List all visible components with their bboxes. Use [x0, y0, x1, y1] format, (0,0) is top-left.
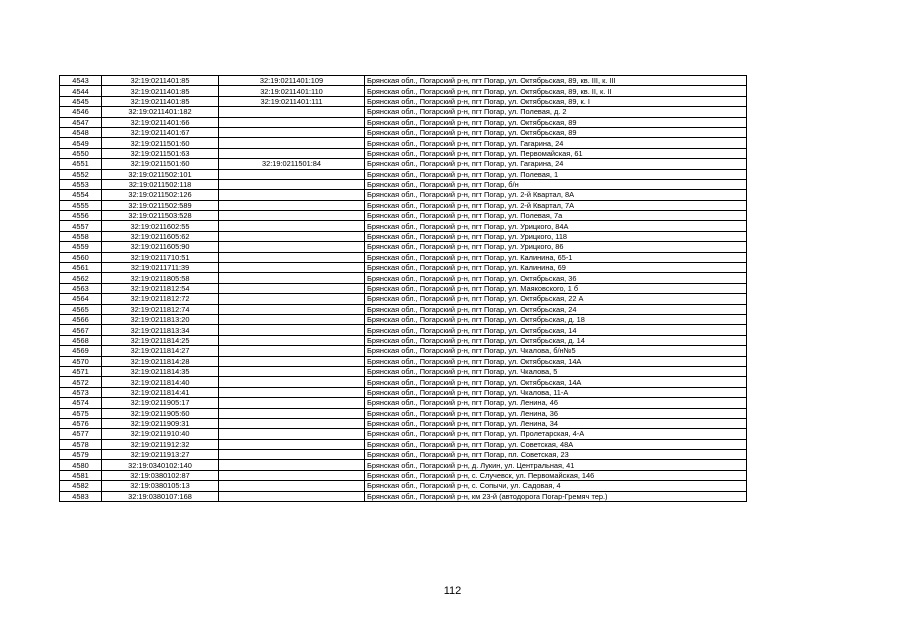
- table-row: [60, 481, 747, 491]
- cadastral-number-cell: 32:19:0211912:32: [102, 439, 219, 449]
- row-number-cell: 4555: [60, 200, 102, 210]
- sub-cadastral-number-cell: [219, 304, 365, 314]
- address-cell: Брянская обл., Погарский р-н, пгт Погар, пл. Советская, 23: [365, 450, 747, 460]
- row-number-cell: 4545: [60, 96, 102, 106]
- address-cell: Брянская обл., Погарский р-н, пгт Погар, ул. Чкалова, 5: [365, 366, 747, 376]
- cadastral-number-cell: 32:19:0211401:66: [102, 117, 219, 127]
- table-body: [60, 76, 747, 502]
- row-number-cell: 4574: [60, 398, 102, 408]
- sub-cadastral-number-cell: [219, 107, 365, 117]
- sub-cadastral-number-cell: [219, 460, 365, 470]
- row-number-cell: 4575: [60, 408, 102, 418]
- row-number-cell: 4570: [60, 356, 102, 366]
- sub-cadastral-number-cell: 32:19:0211401:111: [219, 96, 365, 106]
- address-cell: Брянская обл., Погарский р-н, пгт Погар, ул. Октябрьская, 89, к. I: [365, 96, 747, 106]
- row-number-cell: 4569: [60, 346, 102, 356]
- sub-cadastral-number-cell: [219, 273, 365, 283]
- row-number-cell: 4566: [60, 314, 102, 324]
- address-cell: Брянская обл., Погарский р-н, пгт Погар, ул. Октябрьская, 89: [365, 127, 747, 137]
- row-number-cell: 4573: [60, 387, 102, 397]
- row-number-cell: 4578: [60, 439, 102, 449]
- row-number-cell: 4568: [60, 335, 102, 345]
- cadastral-number-cell: 32:19:0211910:40: [102, 429, 219, 439]
- sub-cadastral-number-cell: [219, 169, 365, 179]
- table-row: [60, 138, 747, 148]
- table-row: [60, 398, 747, 408]
- table-row: [60, 159, 747, 169]
- cadastral-number-cell: 32:19:0211814:25: [102, 335, 219, 345]
- table-row: [60, 439, 747, 449]
- table-row: [60, 294, 747, 304]
- sub-cadastral-number-cell: [219, 481, 365, 491]
- sub-cadastral-number-cell: [219, 387, 365, 397]
- cadastral-number-cell: 32:19:0211812:72: [102, 294, 219, 304]
- table-row: [60, 263, 747, 273]
- cadastral-number-cell: 32:19:0211814:27: [102, 346, 219, 356]
- cadastral-number-cell: 32:19:0211814:40: [102, 377, 219, 387]
- sub-cadastral-number-cell: [219, 179, 365, 189]
- cadastral-number-cell: 32:19:0211805:58: [102, 273, 219, 283]
- table-row: [60, 325, 747, 335]
- table-row: [60, 314, 747, 324]
- table-row: [60, 470, 747, 480]
- cadastral-number-cell: 32:19:0211812:74: [102, 304, 219, 314]
- address-cell: Брянская обл., Погарский р-н, пгт Погар, ул. Чкалова, 11-А: [365, 387, 747, 397]
- table-row: [60, 408, 747, 418]
- table-row: [60, 387, 747, 397]
- row-number-cell: 4560: [60, 252, 102, 262]
- address-cell: Брянская обл., Погарский р-н, пгт Погар, ул. Маяковского, 1 б: [365, 283, 747, 293]
- cadastral-number-cell: 32:19:0211913:27: [102, 450, 219, 460]
- address-cell: Брянская обл., Погарский р-н, пгт Погар, ул. 2-й Квартал, 8А: [365, 190, 747, 200]
- table-row: [60, 450, 747, 460]
- cadastral-number-cell: 32:19:0211503:528: [102, 211, 219, 221]
- cadastral-number-cell: 32:19:0211905:17: [102, 398, 219, 408]
- sub-cadastral-number-cell: [219, 252, 365, 262]
- row-number-cell: 4571: [60, 366, 102, 376]
- cadastral-number-cell: 32:19:0211401:85: [102, 76, 219, 86]
- row-number-cell: 4583: [60, 491, 102, 501]
- address-cell: Брянская обл., Погарский р-н, пгт Погар, ул. Октябрьская, 24: [365, 304, 747, 314]
- row-number-cell: 4572: [60, 377, 102, 387]
- sub-cadastral-number-cell: [219, 491, 365, 501]
- row-number-cell: 4567: [60, 325, 102, 335]
- cadastral-number-cell: 32:19:0211401:67: [102, 127, 219, 137]
- cadastral-number-cell: 32:19:0211813:34: [102, 325, 219, 335]
- table-row: [60, 221, 747, 231]
- cadastral-number-cell: 32:19:0211812:54: [102, 283, 219, 293]
- sub-cadastral-number-cell: [219, 242, 365, 252]
- cadastral-number-cell: 32:19:0380107:168: [102, 491, 219, 501]
- sub-cadastral-number-cell: [219, 335, 365, 345]
- row-number-cell: 4581: [60, 470, 102, 480]
- row-number-cell: 4558: [60, 231, 102, 241]
- row-number-cell: 4579: [60, 450, 102, 460]
- address-cell: Брянская обл., Погарский р-н, пгт Погар, ул. Октябрьская, 89: [365, 117, 747, 127]
- row-number-cell: 4552: [60, 169, 102, 179]
- table-row: [60, 252, 747, 262]
- table-row: [60, 429, 747, 439]
- table-row: [60, 283, 747, 293]
- sub-cadastral-number-cell: 32:19:0211401:110: [219, 86, 365, 96]
- cadastral-number-cell: 32:19:0340102:140: [102, 460, 219, 470]
- address-cell: Брянская обл., Погарский р-н, пгт Погар, ул. Советская, 48А: [365, 439, 747, 449]
- cadastral-number-cell: 32:19:0211602:55: [102, 221, 219, 231]
- address-cell: Брянская обл., Погарский р-н, пгт Погар, ул. Полевая, д. 2: [365, 107, 747, 117]
- sub-cadastral-number-cell: [219, 263, 365, 273]
- cadastral-number-cell: 32:19:0211501:60: [102, 138, 219, 148]
- sub-cadastral-number-cell: [219, 346, 365, 356]
- address-cell: Брянская обл., Погарский р-н, км 23-й (автодорога Погар-Гремяч тер.): [365, 491, 747, 501]
- sub-cadastral-number-cell: [219, 221, 365, 231]
- row-number-cell: 4559: [60, 242, 102, 252]
- table-row: [60, 86, 747, 96]
- address-cell: Брянская обл., Погарский р-н, пгт Погар, ул. Пролетарская, 4-А: [365, 429, 747, 439]
- address-cell: Брянская обл., Погарский р-н, д. Лукин, ул. Центральная, 41: [365, 460, 747, 470]
- sub-cadastral-number-cell: [219, 356, 365, 366]
- row-number-cell: 4553: [60, 179, 102, 189]
- cadastral-number-cell: 32:19:0211501:63: [102, 148, 219, 158]
- cadastral-number-cell: 32:19:0211814:41: [102, 387, 219, 397]
- address-cell: Брянская обл., Погарский р-н, пгт Погар, б/н: [365, 179, 747, 189]
- table-row: [60, 190, 747, 200]
- address-cell: Брянская обл., Погарский р-н, пгт Погар, ул. Полевая, 7а: [365, 211, 747, 221]
- address-cell: Брянская обл., Погарский р-н, пгт Погар, ул. Калинина, 65-1: [365, 252, 747, 262]
- row-number-cell: 4565: [60, 304, 102, 314]
- address-cell: Брянская обл., Погарский р-н, пгт Погар, ул. Октябрьская, 14А: [365, 377, 747, 387]
- row-number-cell: 4576: [60, 418, 102, 428]
- sub-cadastral-number-cell: 32:19:0211401:109: [219, 76, 365, 86]
- sub-cadastral-number-cell: [219, 231, 365, 241]
- sub-cadastral-number-cell: [219, 470, 365, 480]
- sub-cadastral-number-cell: 32:19:0211501:84: [219, 159, 365, 169]
- sub-cadastral-number-cell: [219, 294, 365, 304]
- sub-cadastral-number-cell: [219, 190, 365, 200]
- table-row: [60, 96, 747, 106]
- table-row: [60, 356, 747, 366]
- cadastral-number-cell: 32:19:0211905:60: [102, 408, 219, 418]
- sub-cadastral-number-cell: [219, 377, 365, 387]
- sub-cadastral-number-cell: [219, 314, 365, 324]
- address-cell: Брянская обл., Погарский р-н, пгт Погар, ул. Ленина, 36: [365, 408, 747, 418]
- address-cell: Брянская обл., Погарский р-н, пгт Погар, ул. Урицкого, 118: [365, 231, 747, 241]
- table-row: [60, 335, 747, 345]
- address-cell: Брянская обл., Погарский р-н, пгт Погар, ул. Октябрьская, 89, кв. II, к. II: [365, 86, 747, 96]
- row-number-cell: 4556: [60, 211, 102, 221]
- row-number-cell: 4547: [60, 117, 102, 127]
- table-row: [60, 242, 747, 252]
- table-row: [60, 273, 747, 283]
- table-row: [60, 231, 747, 241]
- row-number-cell: 4582: [60, 481, 102, 491]
- address-cell: Брянская обл., Погарский р-н, с. Сопычи, ул. Садовая, 4: [365, 481, 747, 491]
- address-cell: Брянская обл., Погарский р-н, с. Случевск, ул. Первомайская, 146: [365, 470, 747, 480]
- sub-cadastral-number-cell: [219, 408, 365, 418]
- sub-cadastral-number-cell: [219, 450, 365, 460]
- row-number-cell: 4577: [60, 429, 102, 439]
- table-row: [60, 200, 747, 210]
- address-cell: Брянская обл., Погарский р-н, пгт Погар, ул. Урицкого, 84А: [365, 221, 747, 231]
- table-row: [60, 366, 747, 376]
- address-cell: Брянская обл., Погарский р-н, пгт Погар, ул. Ленина, 46: [365, 398, 747, 408]
- row-number-cell: 4563: [60, 283, 102, 293]
- address-cell: Брянская обл., Погарский р-н, пгт Погар, ул. Первомайская, 61: [365, 148, 747, 158]
- address-cell: Брянская обл., Погарский р-н, пгт Погар, ул. Калинина, 69: [365, 263, 747, 273]
- sub-cadastral-number-cell: [219, 127, 365, 137]
- row-number-cell: 4548: [60, 127, 102, 137]
- address-cell: Брянская обл., Погарский р-н, пгт Погар, ул. Октябрьская, д. 14: [365, 335, 747, 345]
- cadastral-number-cell: 32:19:0211501:60: [102, 159, 219, 169]
- table-row: [60, 169, 747, 179]
- table-row: [60, 148, 747, 158]
- table-row: [60, 460, 747, 470]
- sub-cadastral-number-cell: [219, 398, 365, 408]
- sub-cadastral-number-cell: [219, 148, 365, 158]
- cadastral-number-cell: 32:19:0211502:126: [102, 190, 219, 200]
- cadastral-number-cell: 32:19:0211605:62: [102, 231, 219, 241]
- sub-cadastral-number-cell: [219, 429, 365, 439]
- table-row: [60, 346, 747, 356]
- table-row: [60, 491, 747, 501]
- table-row: [60, 107, 747, 117]
- cadastral-number-cell: 32:19:0380102:87: [102, 470, 219, 480]
- address-cell: Брянская обл., Погарский р-н, пгт Погар, ул. Октябрьская, 36: [365, 273, 747, 283]
- address-cell: Брянская обл., Погарский р-н, пгт Погар, ул. Октябрьская, 89, кв. III, к. III: [365, 76, 747, 86]
- sub-cadastral-number-cell: [219, 439, 365, 449]
- cadastral-number-cell: 32:19:0211813:20: [102, 314, 219, 324]
- address-cell: Брянская обл., Погарский р-н, пгт Погар, ул. 2-й Квартал, 7А: [365, 200, 747, 210]
- cadastral-number-cell: 32:19:0211909:31: [102, 418, 219, 428]
- property-table: [59, 75, 747, 502]
- row-number-cell: 4549: [60, 138, 102, 148]
- table-row: [60, 304, 747, 314]
- cadastral-number-cell: 32:19:0211401:85: [102, 86, 219, 96]
- row-number-cell: 4550: [60, 148, 102, 158]
- cadastral-number-cell: 32:19:0211401:182: [102, 107, 219, 117]
- address-cell: Брянская обл., Погарский р-н, пгт Погар, ул. Ленина, 34: [365, 418, 747, 428]
- sub-cadastral-number-cell: [219, 117, 365, 127]
- table-row: [60, 377, 747, 387]
- table-row: [60, 127, 747, 137]
- cadastral-number-cell: 32:19:0211711:39: [102, 263, 219, 273]
- address-cell: Брянская обл., Погарский р-н, пгт Погар, ул. Октябрьская, 14: [365, 325, 747, 335]
- row-number-cell: 4546: [60, 107, 102, 117]
- sub-cadastral-number-cell: [219, 325, 365, 335]
- row-number-cell: 4561: [60, 263, 102, 273]
- row-number-cell: 4557: [60, 221, 102, 231]
- address-cell: Брянская обл., Погарский р-н, пгт Погар, ул. Полевая, 1: [365, 169, 747, 179]
- table-row: [60, 76, 747, 86]
- row-number-cell: 4554: [60, 190, 102, 200]
- row-number-cell: 4562: [60, 273, 102, 283]
- sub-cadastral-number-cell: [219, 283, 365, 293]
- sub-cadastral-number-cell: [219, 138, 365, 148]
- table-row: [60, 418, 747, 428]
- address-cell: Брянская обл., Погарский р-н, пгт Погар, ул. Гагарина, 24: [365, 138, 747, 148]
- table-row: [60, 117, 747, 127]
- sub-cadastral-number-cell: [219, 211, 365, 221]
- cadastral-number-cell: 32:19:0211814:35: [102, 366, 219, 376]
- row-number-cell: 4580: [60, 460, 102, 470]
- address-cell: Брянская обл., Погарский р-н, пгт Погар, ул. Чкалова, б/н№5: [365, 346, 747, 356]
- address-cell: Брянская обл., Погарский р-н, пгт Погар, ул. Октябрьская, 22 А: [365, 294, 747, 304]
- row-number-cell: 4543: [60, 76, 102, 86]
- row-number-cell: 4551: [60, 159, 102, 169]
- address-cell: Брянская обл., Погарский р-н, пгт Погар, ул. Октябрьская, 14А: [365, 356, 747, 366]
- address-cell: Брянская обл., Погарский р-н, пгт Погар, ул. Октябрьская, д. 18: [365, 314, 747, 324]
- row-number-cell: 4564: [60, 294, 102, 304]
- cadastral-number-cell: 32:19:0211814:28: [102, 356, 219, 366]
- cadastral-number-cell: 32:19:0211710:51: [102, 252, 219, 262]
- cadastral-number-cell: 32:19:0380105:13: [102, 481, 219, 491]
- table-row: [60, 211, 747, 221]
- address-cell: Брянская обл., Погарский р-н, пгт Погар, ул. Гагарина, 24: [365, 159, 747, 169]
- sub-cadastral-number-cell: [219, 200, 365, 210]
- cadastral-number-cell: 32:19:0211401:85: [102, 96, 219, 106]
- row-number-cell: 4544: [60, 86, 102, 96]
- sub-cadastral-number-cell: [219, 366, 365, 376]
- cadastral-number-cell: 32:19:0211605:90: [102, 242, 219, 252]
- sub-cadastral-number-cell: [219, 418, 365, 428]
- page-number: 112: [443, 585, 462, 597]
- address-cell: Брянская обл., Погарский р-н, пгт Погар, ул. Урицкого, 86: [365, 242, 747, 252]
- cadastral-number-cell: 32:19:0211502:118: [102, 179, 219, 189]
- cadastral-number-cell: 32:19:0211502:101: [102, 169, 219, 179]
- cadastral-number-cell: 32:19:0211502:589: [102, 200, 219, 210]
- table-row: [60, 179, 747, 189]
